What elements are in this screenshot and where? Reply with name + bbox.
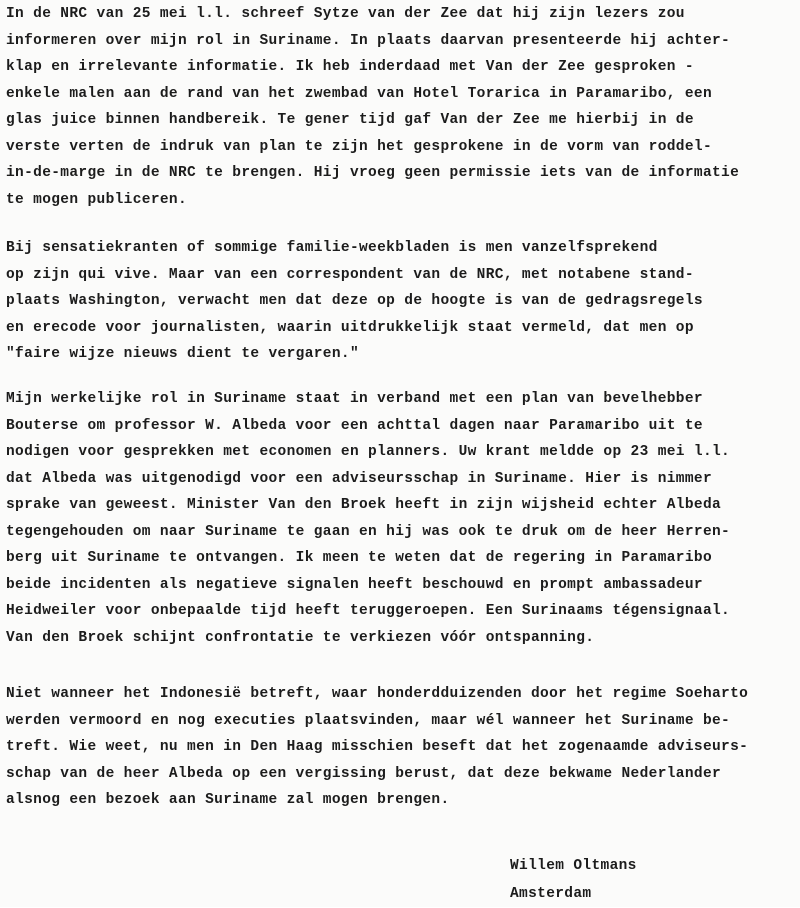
text-line: alsnog een bezoek aan Suriname zal mogen brengen.: [6, 792, 450, 808]
text-line: informeren over mijn rol in Suriname. In plaats daarvan presenteerde hij achter-: [6, 32, 731, 49]
text-line: Mijn werkelijke rol in Suriname staat in verband met een plan van bevelhebber: [6, 391, 703, 407]
text-line: "faire wijze nieuws dient te vergaren.": [6, 346, 360, 362]
text-line: enkele malen aan de rand van het zwembad van Hotel Torarica in Paramaribo, een: [6, 85, 713, 102]
text-line: werden vermoord en nog executies plaatsvinden, maar wél wanneer het Suriname be-: [6, 712, 731, 729]
paragraph-2: [6, 235, 796, 368]
text-line: plaats Washington, verwacht men dat deze op de hoogte is van de gedragsregels: [6, 293, 703, 309]
text-line: Niet wanneer het Indonesië betreft, waar honderdduizenden door het regime Soeharto: [6, 686, 749, 702]
text-line: te mogen publiceren.: [6, 191, 188, 208]
text-line: verste verten de indruk van plan te zijn het gesprokene in de vorm van roddel-: [6, 138, 713, 155]
text-line: en erecode voor journalisten, waarin uitdrukkelijk staat vermeld, dat men op: [6, 319, 694, 336]
paragraph-3: [6, 386, 796, 651]
text-line: beide incidenten als negatieve signalen heeft beschouwd en prompt ambassadeur: [6, 576, 703, 593]
paragraph-1: [6, 1, 796, 213]
text-line: dat Albeda was uitgenodigd voor een adviseursschap in Suriname. Hier is nimmer: [6, 470, 713, 487]
text-line: klap en irrelevante informatie. Ik heb inderdaad met Van der Zee gesproken -: [6, 59, 694, 75]
signature-block: [510, 852, 637, 908]
text-line: glas juice binnen handbereik. Te gener tijd gaf Van der Zee me hierbij in de: [6, 112, 694, 128]
text-line: treft. Wie weet, nu men in Den Haag misschien beseft dat het zogenaamde adviseurs-: [6, 739, 749, 755]
text-line: berg uit Suriname te ontvangen. Ik meen te weten dat de regering in Paramaribo: [6, 550, 713, 566]
text-line: Bij sensatiekranten of sommige familie-weekbladen is men vanzelfsprekend: [6, 240, 658, 256]
text-line: in-de-marge in de NRC te brengen. Hij vroeg geen permissie iets van de informatie: [6, 165, 740, 181]
signature-name: Willem Oltmans: [510, 858, 637, 874]
text-line: Van den Broek schijnt confrontatie te verkiezen vóór ontspanning.: [6, 629, 595, 646]
text-line: Heidweiler voor onbepaalde tijd heeft teruggeroepen. Een Surinaams tégensignaal.: [6, 603, 731, 619]
signature-place: Amsterdam: [510, 886, 592, 902]
text-line: nodigen voor gesprekken met economen en planners. Uw krant meldde op 23 mei l.l.: [6, 444, 731, 460]
text-line: op zijn qui vive. Maar van een correspondent van de NRC, met notabene stand-: [6, 266, 694, 283]
text-line: Bouterse om professor W. Albeda voor een achttal dagen naar Paramaribo uit te: [6, 417, 703, 434]
text-line: sprake van geweest. Minister Van den Broek heeft in zijn wijsheid echter Albeda: [6, 497, 722, 513]
paragraph-4: [6, 681, 796, 814]
text-line: In de NRC van 25 mei l.l. schreef Sytze van der Zee dat hij zijn lezers zou: [6, 6, 685, 22]
text-line: schap van de heer Albeda op een vergissing berust, dat deze bekwame Nederlander: [6, 765, 722, 782]
text-line: tegengehouden om naar Suriname te gaan en hij was ook te druk om de heer Herren-: [6, 523, 731, 540]
